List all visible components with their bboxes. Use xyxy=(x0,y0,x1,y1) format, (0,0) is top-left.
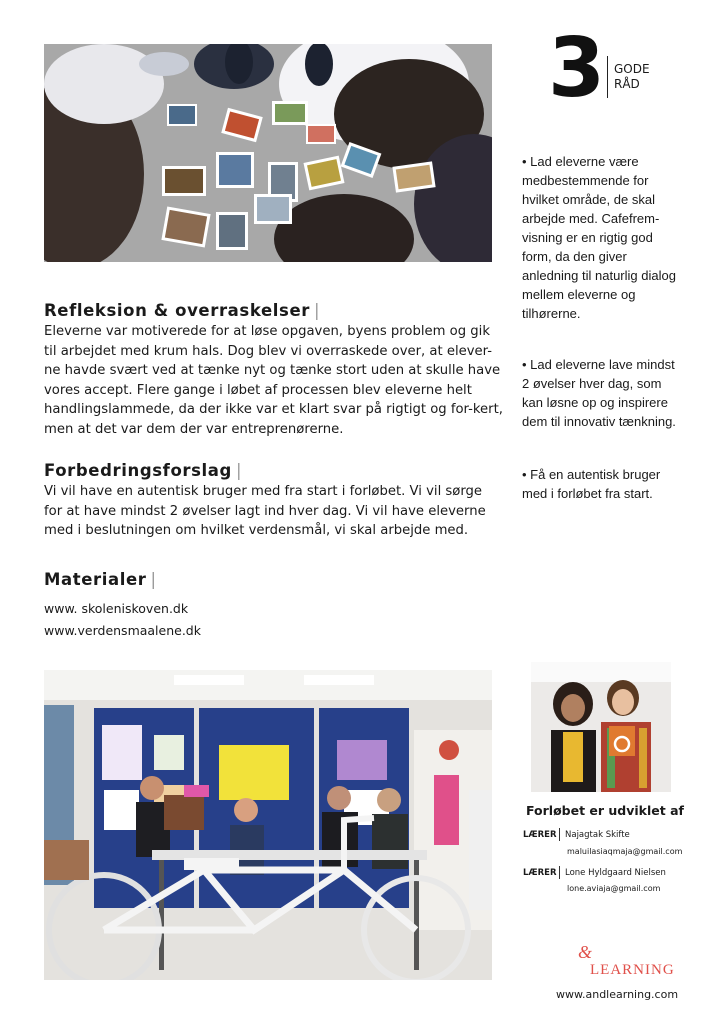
section-heading-text: Refleksion & overraskelser xyxy=(44,301,310,320)
website-link[interactable]: www.andlearning.com xyxy=(556,988,679,1001)
tip-item: • Lad eleverne lave mindst 2 øvelser hver dag, som kan løsne op og inspirere dem til innovativ tænkning. xyxy=(522,357,676,429)
section-heading xyxy=(44,460,504,482)
teachers-photo xyxy=(531,662,671,792)
material-link[interactable]: www. skoleniskoven.dk xyxy=(44,601,189,616)
material-link[interactable]: www.verdensmaalene.dk xyxy=(44,623,201,638)
credit-name: Najagtak Skifte xyxy=(565,830,630,840)
section-reflection xyxy=(44,300,504,439)
credit-email[interactable]: lone.aviaja@gmail.com xyxy=(567,884,661,893)
tips-label-line1: GODE xyxy=(614,62,650,76)
credit-divider xyxy=(559,866,560,879)
tips-count: 3 xyxy=(548,21,603,116)
section-heading-text: Forbedringsforslag xyxy=(44,461,232,480)
tips-list xyxy=(522,152,682,535)
tips-label xyxy=(614,62,650,92)
section-heading-text: Materialer xyxy=(44,570,147,589)
section-body: Vi vil have en autentisk bruger med fra start i forløbet. Vi vil sørge for at have mindst 2 øvelser lagt ind hver dag. Vi vil have eleverne med i beslutningen om hvilket verdensmål, vi skal arbejde med. xyxy=(44,484,486,538)
section-body: Eleverne var motiverede for at løse opgaven, byens problem og gik til arbejdet med krum hals. Dog blev vi overraskede over, at elever-ne havde svært ved at tænke nyt og tænke stort uden at skulle have vores accept. Flere gange i løbet af processen blev eleverne helt handlingslammede, da der ikke var et klart svar på rigtigt og for-kert, men at det var dem der var entreprenørerne. xyxy=(44,324,503,437)
top-photo-students-with-pictures xyxy=(44,44,492,262)
heading-bar: | xyxy=(150,570,157,589)
tips-label-line2: RÅD xyxy=(614,77,640,91)
heading-bar: | xyxy=(313,301,321,320)
tip-item: • Få en autentisk bruger med i forløbet fra start. xyxy=(522,467,661,501)
badge-divider xyxy=(607,56,608,98)
bottom-photo-students-with-bicycle xyxy=(44,670,492,980)
logo-word: LEARNING xyxy=(590,962,675,978)
credits-title: Forløbet er udviklet af xyxy=(526,803,684,818)
credit-email[interactable]: maluilasiaqmaja@gmail.com xyxy=(567,847,683,856)
credit-role: LÆRER xyxy=(523,868,557,878)
credit-person xyxy=(523,866,666,879)
credit-divider xyxy=(559,828,560,841)
credit-role: LÆRER xyxy=(523,830,557,840)
section-materials xyxy=(44,569,504,591)
section-improvements xyxy=(44,460,504,541)
materials-links xyxy=(44,598,201,642)
credit-person xyxy=(523,828,630,841)
logo-ampersand: & xyxy=(578,942,593,962)
section-heading xyxy=(44,569,504,591)
tip-item: • Lad eleverne være medbestemmende for hvilket område, de skal arbejde med. Cafefrem-visning er en rigtig god form, da den giver anledning til naturlig dialog mellem eleverne og tilhørerne. xyxy=(522,154,676,321)
credit-name: Lone Hyldgaard Nielsen xyxy=(565,868,666,878)
heading-bar: | xyxy=(235,461,243,480)
section-heading xyxy=(44,300,504,322)
